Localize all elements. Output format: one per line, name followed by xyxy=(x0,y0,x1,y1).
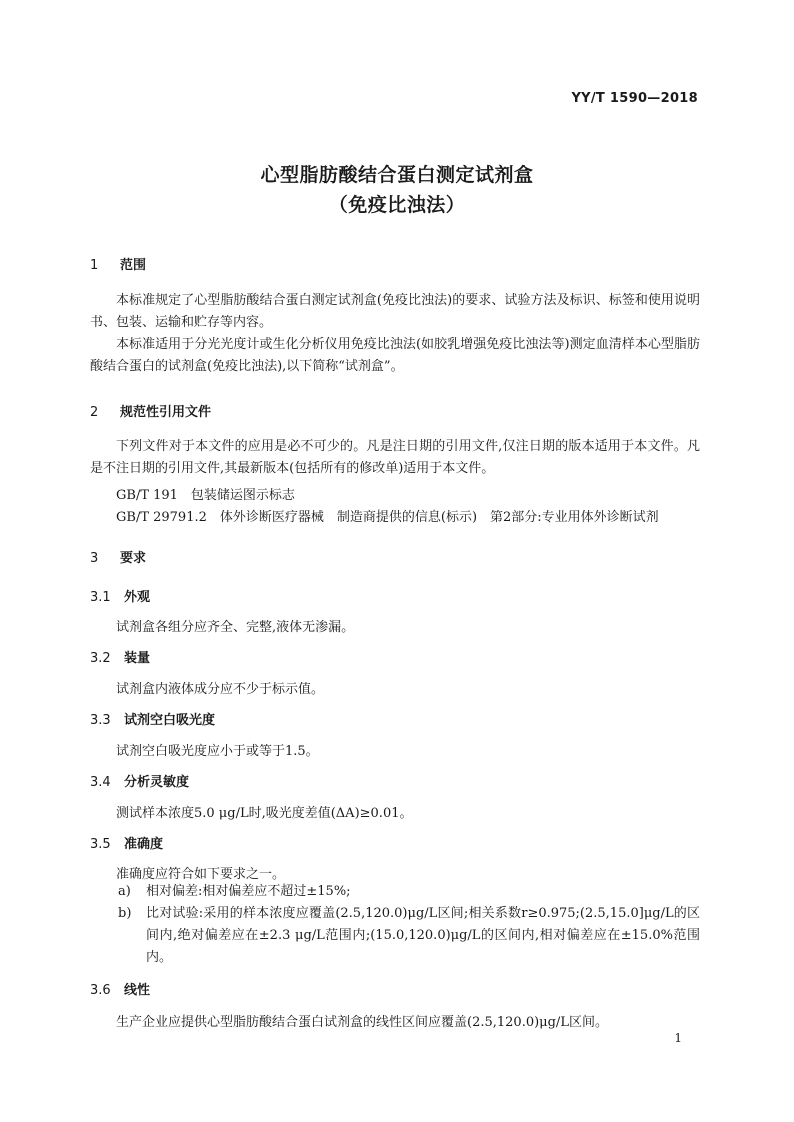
section-number: 3.3 xyxy=(90,713,111,728)
reference-gbt29791: GB/T 29791.2 体外诊断医疗器械 制造商提供的信息(标示) 第2部分:专业用体外诊断试剂 xyxy=(116,510,659,525)
section-number: 3.5 xyxy=(90,837,111,852)
reference-gbt191: GB/T 191 包装储运图示标志 xyxy=(116,488,295,503)
blank-absorbance-text: 试剂空白吸光度应小于或等于1.5。 xyxy=(116,744,319,759)
item-text: 比对试验:采用的样本浓度应覆盖(2.5,120.0)μg/L区间;相关系数r≥0.975;(2.5,15.0]μg/L的区间内,绝对偏差应在±2.3 μg/L范围内;(15.0,120.0)μg/L的区间内,相对偏差应在±15.0%范围内。 xyxy=(146,906,700,965)
accuracy-item-a xyxy=(90,881,700,903)
appearance-text: 试剂盒各组分应齐全、完整,液体无渗漏。 xyxy=(116,620,355,635)
item-label: b) xyxy=(118,906,132,921)
item-text: 相对偏差:相对偏差应不超过±15%; xyxy=(146,884,351,899)
scope-paragraph-2: 本标准适用于分光光度计或生化分析仪用免疫比浊法(如胶乳增强免疫比浊法等)测定血清样本心型脂肪酸结合蛋白的试剂盒(免疫比浊法),以下简称“试剂盒”。 xyxy=(90,337,700,374)
page-number: 1 xyxy=(674,1031,682,1045)
section-3-6-heading xyxy=(90,979,150,998)
section-1-heading xyxy=(90,254,146,273)
document-subtitle: （免疫比浊法） xyxy=(328,194,466,216)
sensitivity-text: 测试样本浓度5.0 μg/L时,吸光度差值(ΔA)≥0.01。 xyxy=(116,806,413,821)
section-number: 2 xyxy=(90,405,99,420)
section-title: 准确度 xyxy=(124,837,164,852)
section-3-1-heading xyxy=(90,586,150,605)
references-paragraph: 下列文件对于本文件的应用是必不可少的。凡是注日期的引用文件,仅注日期的版本适用于本文件。凡是不注日期的引用文件,其最新版本(包括所有的修改单)适用于本文件。 xyxy=(90,439,700,476)
section-title: 规范性引用文件 xyxy=(120,405,212,420)
standard-number: YY/T 1590—2018 xyxy=(571,91,698,106)
section-3-5-heading xyxy=(90,833,163,852)
section-title: 分析灵敏度 xyxy=(124,775,190,790)
section-number: 3.2 xyxy=(90,651,111,666)
item-label: a) xyxy=(118,884,131,899)
section-number: 1 xyxy=(90,258,99,273)
accuracy-intro: 准确度应符合如下要求之一。 xyxy=(116,867,286,882)
section-number: 3.1 xyxy=(90,590,111,605)
section-number: 3 xyxy=(90,551,99,566)
section-number: 3.6 xyxy=(90,983,111,998)
document-title: 心型脂肪酸结合蛋白测定试剂盒 xyxy=(260,164,534,186)
section-3-heading xyxy=(90,547,146,566)
section-title: 试剂空白吸光度 xyxy=(124,713,216,728)
scope-paragraph-1: 本标准规定了心型脂肪酸结合蛋白测定试剂盒(免疫比浊法)的要求、试验方法及标识、标签和使用说明书、包装、运输和贮存等内容。 xyxy=(90,293,700,330)
section-3-3-heading xyxy=(90,709,215,728)
section-title: 线性 xyxy=(124,983,151,998)
volume-text: 试剂盒内液体成分应不少于标示值。 xyxy=(116,682,325,697)
section-2-heading xyxy=(90,401,211,420)
section-title: 外观 xyxy=(124,590,151,605)
section-3-2-heading xyxy=(90,647,150,666)
section-title: 范围 xyxy=(120,258,147,273)
section-number: 3.4 xyxy=(90,775,111,790)
section-title: 要求 xyxy=(120,551,147,566)
section-title: 装量 xyxy=(124,651,151,666)
linearity-text: 生产企业应提供心型脂肪酸结合蛋白试剂盒的线性区间应覆盖(2.5,120.0)μg/L区间。 xyxy=(116,1015,608,1030)
accuracy-item-b xyxy=(90,903,700,969)
section-3-4-heading xyxy=(90,771,189,790)
